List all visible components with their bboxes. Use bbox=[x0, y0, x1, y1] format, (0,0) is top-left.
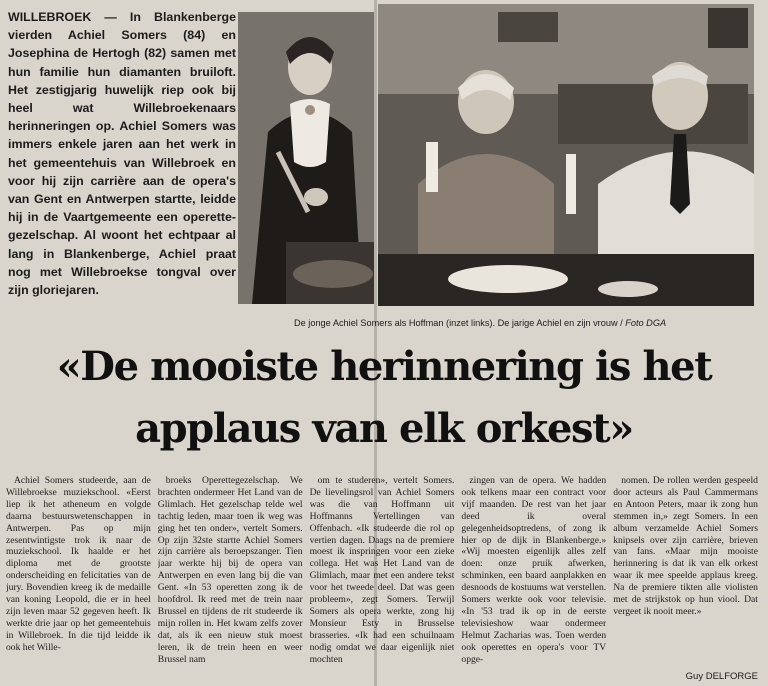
headline bbox=[10, 336, 758, 460]
lead-paragraph bbox=[8, 8, 236, 299]
main-photo-couple bbox=[378, 4, 754, 306]
column-text: Achiel Somers studeerde, aan de Willebroekse muziekschool. «Eerst liep ik het atheneum en volgde daarna bestuurswetenschappen in Antwerpen. Pas op mijn zesentwintigste trok ik naar de muziekschool. Ik haalde er het diploma met de grootste onderscheiding en felicitaties van de jury. Bovendien kreeg ik de medaille van koning Leopold, die er in heel zijn leven maar 52 gegeven heeft. Ik werkte drie jaar op het gemeentehuis in Willebroek. In die tijd leidde ik ook het Wille- bbox=[6, 475, 151, 653]
column-text: broeks Operettegezelschap. We brachten ondermeer Het Land van de Glimlach. Het gezelschap telde wel tachtig leden, maar toen ik weg was ging het ten onder», vertelt Somers. Op zijn 32ste startte Achiel Somers zijn carrière als beroepszanger. Tien jaar werkte hij bij de opera van Antwerpen en even lang bij die van Gent. «In 53 operetten zong ik de hoofdrol. Ik reed met de trein naar Brussel en tijdens de rit studeerde ik mijn rollen in. Het kwam zelfs zover dat, als ik een nieuw stuk moest leren, ik de trein heen en weer Brussel nam bbox=[157, 475, 303, 665]
article-columns bbox=[6, 475, 758, 675]
article-column-4 bbox=[461, 475, 606, 675]
article-column-5 bbox=[613, 475, 758, 675]
main-photo-illustration bbox=[378, 4, 754, 306]
headline-line-1: «De mooiste herinnering is het bbox=[56, 343, 712, 390]
column-text: zingen van de opera. We hadden ook telkens maar een contract voor vijf maanden. De rest van het jaar deed ik overal gelegenheidsoptredens, of zong ik hier op de dijk in Blankenberge.» «Wij moesten eigenlijk alles zelf doen: onze pruik afwerken, schminken, een baard aanplakken en desnoods de kostuums wat verstellen. Somers werkte ook voor televisie. «In '53 trad ik op in de eerste televisieshow waar ondermeer Helmut Zacharias was. Toen werden ook operettes en opera's voor TV opge- bbox=[461, 475, 607, 665]
article-column-3 bbox=[310, 475, 455, 675]
byline: Guy DELFORGE bbox=[685, 671, 758, 682]
photo-caption bbox=[294, 318, 764, 328]
dateline: WILLEBROEK bbox=[8, 10, 92, 24]
inset-photo-illustration bbox=[238, 12, 374, 304]
article-column-2 bbox=[158, 475, 303, 675]
headline-line-2: applaus van elk orkest» bbox=[135, 405, 633, 452]
column-text: nomen. De rollen werden gespeeld door acteurs als Paul Cammermans en Antoon Peters, maar ik zong hun stemmen in,» zegt Somers. In een album verzamelde Achiel Somers knipsels over zijn carrière, brieven van fans. «Maar mijn mooiste herinnering is dat ik van elk orkest waar ik mee speelde applaus kreeg. Na de premiere tikten alle violisten met de strijkstok op hun viool. Dat vergeet ik nooit meer.» bbox=[613, 475, 758, 617]
caption-text: De jonge Achiel Somers als Hoffman (inzet links). De jarige Achiel en zijn vrouw / bbox=[294, 318, 626, 328]
inset-photo-young-achiel bbox=[238, 12, 374, 304]
photo-credit: Foto DGA bbox=[625, 318, 667, 328]
lead-text: — In Blankenberge vierden Achiel Somers (84) en Josephina de Hertogh (82) samen met hun familie hun diamanten bruiloft. Het zestigjarig huwelijk riep ook bij heel wat Willebroekenaars herinneringen op. Achiel Somers was immers enkele jaren aan het werk in het gemeentehuis van Willebroek en voor hij zijn carrière aan de opera's van Gent en Antwerpen startte, leidde hij in de Vaartgemeente een operette-gezelschap. Al woont het echtpaar al lang in Blankenberge, Achiel praat nog met Willebroekse tongval over zijn gloriejaren. bbox=[8, 10, 236, 298]
column-text: om te studeren», vertelt Somers. De lievelingsrol van Achiel Somers was die van Hoffmann uit Hoffmanns Vertellingen van Offenbach. «Ik studeerde die rol op vertien dagen. Daags na de premiere moest ik inspringen voor een zieke collega. Het was Het Land van de Glimlach, maar met een andere tekst voor het tweede deel. Dat was geen probleem», zegt Somers. Terwijl Somers als opera werkte, zong hij Monsieur Esty in Brusselse brasseries. «Ik had een schuilnaam nodig omdat we daar eigenlijk niet mochten bbox=[309, 475, 455, 665]
article-column-1 bbox=[6, 475, 151, 675]
